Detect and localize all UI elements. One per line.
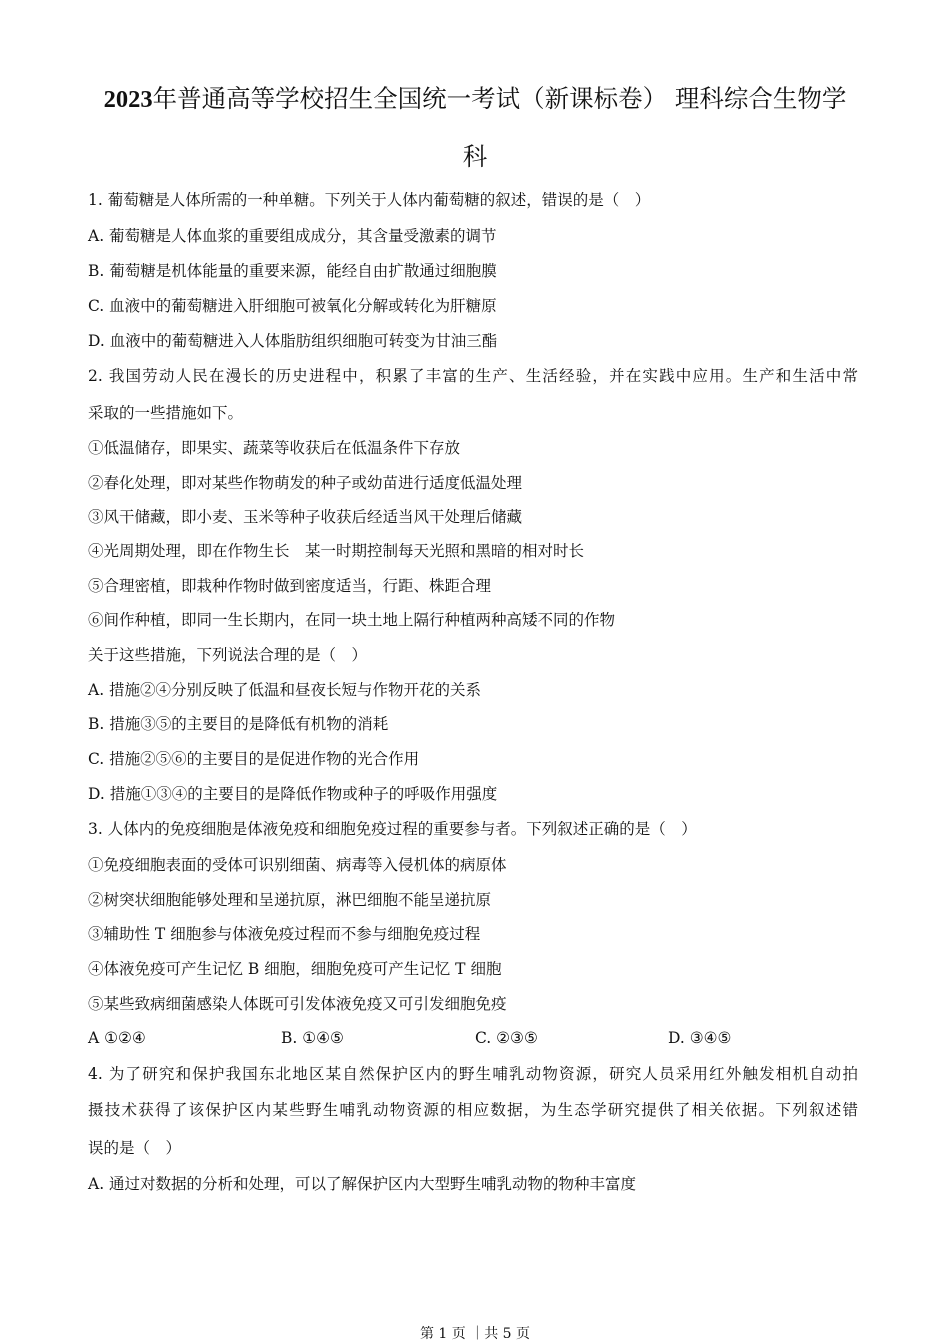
- document-title-line2: 科: [462, 142, 488, 171]
- q2-option-c: C. 措施②⑤⑥的主要目的是促进作物的光合作用: [88, 750, 420, 768]
- q3-item-3: ③辅助性 T 细胞参与体液免疫过程而不参与细胞免疫过程: [88, 925, 481, 943]
- q2-stem-line2: 采取的一些措施如下。: [88, 404, 244, 422]
- q3-item-5: ⑤某些致病细菌感染人体既可引发体液免疫又可引发细胞免疫: [88, 995, 507, 1013]
- document-title: [0, 84, 950, 115]
- title-text: 年普通高等学校招生全国统一考试（新课标卷） 理科综合生物学: [152, 84, 847, 113]
- q2-item-6: ⑥间作种植，即同一生长期内，在同一块土地上隔行种植两种高矮不同的作物: [88, 611, 616, 629]
- q1-option-c: C. 血液中的葡萄糖进入肝细胞可被氧化分解或转化为肝糖原: [88, 297, 497, 315]
- q2-item-4: ④光周期处理，即在作物生长 某一时期控制每天光照和黑暗的相对时长: [88, 542, 585, 560]
- q1-option-a: A. 葡萄糖是人体血浆的重要组成成分，其含量受激素的调节: [88, 227, 497, 245]
- q3-item-4: ④体液免疫可产生记忆 B 细胞，细胞免疫可产生记忆 T 细胞: [88, 960, 502, 978]
- q4-stem-line1: 4. 为了研究和保护我国东北地区某自然保护区内的野生哺乳动物资源，研究人员采用红外触发相机自动拍: [88, 1065, 858, 1083]
- q3-option-c: C. ②③⑤: [475, 1029, 538, 1047]
- q1-stem: 1. 葡萄糖是人体所需的一种单糖。下列关于人体内葡萄糖的叙述，错误的是（ ）: [88, 191, 651, 209]
- q3-option-b: B. ①④⑤: [281, 1029, 344, 1047]
- q3-option-d: D. ③④⑤: [668, 1029, 732, 1047]
- q2-option-d: D. 措施①③④的主要目的是降低作物或种子的呼吸作用强度: [88, 785, 498, 803]
- q3-item-1: ①免疫细胞表面的受体可识别细菌、病毒等入侵机体的病原体: [88, 856, 507, 874]
- q3-item-2: ②树突状细胞能够处理和呈递抗原，淋巴细胞不能呈递抗原: [88, 891, 492, 909]
- q2-option-a: A. 措施②④分别反映了低温和昼夜长短与作物开花的关系: [88, 681, 482, 699]
- q4-stem-line2: 摄技术获得了该保护区内某些野生哺乳动物资源的相应数据，为生态学研究提供了相关依据。下列叙述错: [88, 1101, 858, 1119]
- q1-option-d: D. 血液中的葡萄糖进入人体脂肪组织细胞可转变为甘油三酯: [88, 332, 498, 350]
- q3-stem: 3. 人体内的免疫细胞是体液免疫和细胞免疫过程的重要参与者。下列叙述正确的是（ ）: [88, 820, 697, 838]
- q4-stem-line3: 误的是（ ）: [88, 1139, 182, 1157]
- q2-item-3: ③风干储藏，即小麦、玉米等种子收获后经适当风干处理后储藏: [88, 508, 523, 526]
- q2-option-b: B. 措施③⑤的主要目的是降低有机物的消耗: [88, 715, 389, 733]
- q1-option-b: B. 葡萄糖是机体能量的重要来源，能经自由扩散通过细胞膜: [88, 262, 497, 280]
- q2-item-2: ②春化处理，即对某些作物萌发的种子或幼苗进行适度低温处理: [88, 474, 523, 492]
- title-year: 2023: [103, 86, 153, 113]
- q2-question: 关于这些措施，下列说法合理的是（ ）: [88, 646, 368, 664]
- q2-item-1: ①低温储存，即果实、蔬菜等收获后在低温条件下存放: [88, 439, 461, 457]
- q2-item-5: ⑤合理密植，即栽种作物时做到密度适当，行距、株距合理: [88, 577, 492, 595]
- q2-stem-line1: 2. 我国劳动人民在漫长的历史进程中，积累了丰富的生产、生活经验，并在实践中应用。生产和生活中常: [88, 367, 858, 385]
- q4-option-a: A. 通过对数据的分析和处理，可以了解保护区内大型野生哺乳动物的物种丰富度: [88, 1175, 637, 1193]
- page-footer: 第 1 页 ｜共 5 页: [419, 1326, 531, 1342]
- q3-option-a: A ①②④: [88, 1029, 146, 1047]
